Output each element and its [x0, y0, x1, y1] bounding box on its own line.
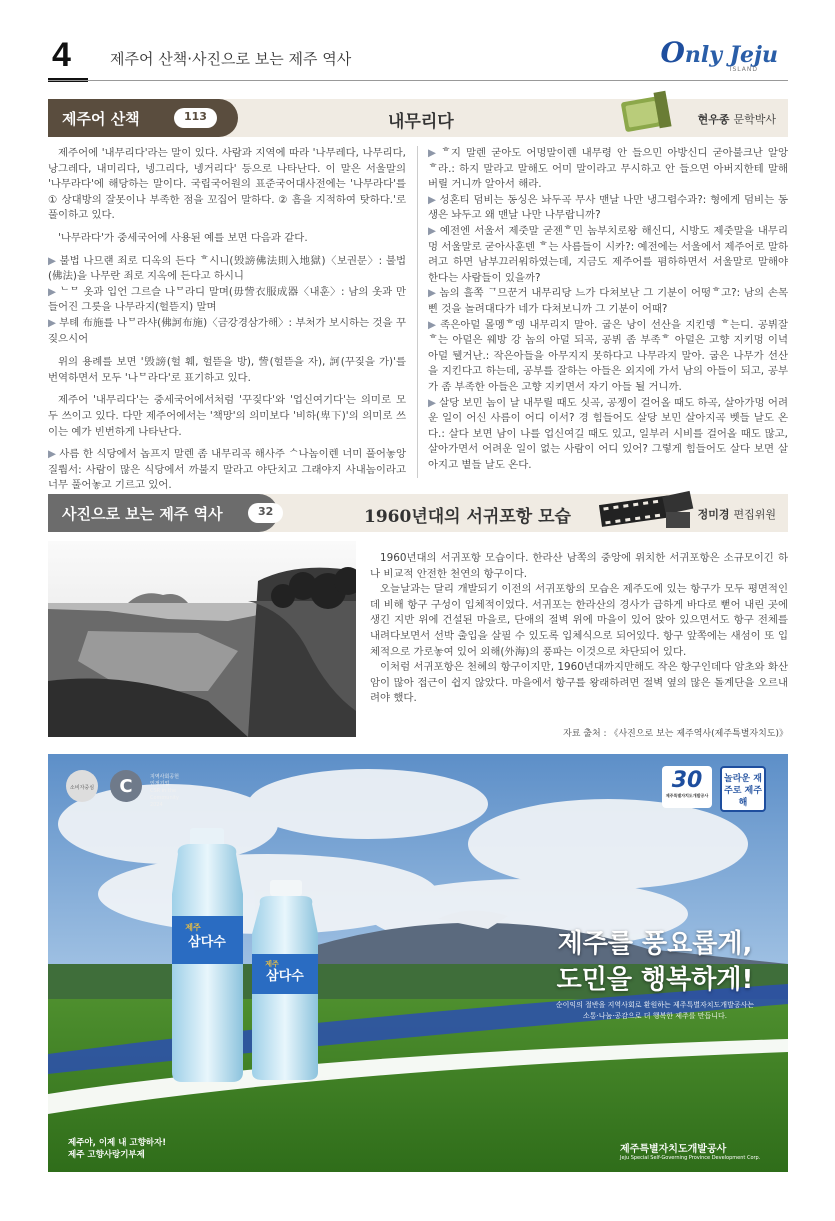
- section-tab-label: 사진으로 보는 제주 역사: [48, 494, 278, 532]
- issue-number: 32: [248, 503, 283, 523]
- csr-text: 지역사회공헌: [150, 774, 179, 780]
- film-reel-icon: [596, 490, 696, 536]
- example-text: 성혼티 덤비는 동싱은 놔두곡 무사 맨날 나만 냉그렵수과?: 형에게 덤비는 동생은 놔두고 왜 맨날 나만 나무랍니까?: [428, 193, 788, 222]
- section-bar-dialect: [48, 99, 788, 137]
- example: [48, 285, 406, 316]
- column-divider: [417, 146, 418, 478]
- example-text: 놈의 흘쪽 ᄀ므꾼거 내무리당 느가 다쳐보난 그 기분이 어떵ᄒ고?: 남의 손목 삔 것을 놀려대다가 네가 다쳐보니까 그 기분이 어때?: [428, 287, 788, 315]
- csr-text: CSR in the: [150, 788, 177, 794]
- author: [698, 506, 776, 522]
- example-text: ᄂᄆ 옷과 입언 그르슬 나ᄆ라디 말며(毋訾衣服成器〈내훈〉: 남의 옷과 만들어진 그릇을 나무라지(헐뜯지) 말며: [48, 285, 406, 314]
- logo-subtitle: ISLAND: [729, 66, 758, 73]
- section-bar-history: [48, 494, 788, 532]
- example: [48, 254, 406, 285]
- example: [428, 193, 788, 224]
- headline-line: 도민을 행복하게!: [556, 965, 754, 995]
- bullet-arrow-icon: ▶: [428, 396, 437, 409]
- company-name-en: Jeju Special Self-Governing Province Development Corp.: [620, 1155, 761, 1161]
- csr-text: 인정기업: [150, 781, 170, 787]
- author-role: 편집위원: [733, 508, 776, 521]
- section-title: 내무리다: [388, 112, 454, 132]
- only-jeju-logo: Only Jeju: [660, 36, 778, 69]
- example-text: 불법 나므랜 죄로 디옥의 든다 ᄒ시니(毁謗佛法則入地獄)〈보권문〉: 불법(佛法)을 나무란 죄로 지옥에 든다고 하시니: [48, 254, 406, 283]
- csr-text: 2024: [150, 802, 163, 808]
- subtext-line: 소통·나눔·공감으로 더 행복한 제주를 만듭니다.: [582, 1012, 728, 1020]
- slogan-badge: 놀라운 재주로 제주해: [720, 766, 766, 812]
- logo-text: nly Jeju: [684, 42, 778, 68]
- bullet-arrow-icon: ▶: [428, 224, 437, 237]
- paragraph: 위의 용례를 보면 '毁謗(헐 훼, 헐뜯을 방), 訾(헐뜯을 자), 訶(꾸짖을 가)'를 번역하면서 모두 '나ᄆ라다'로 표기하고 있다.: [48, 356, 406, 384]
- example-text: 족은아덜 몰멩ᄒ뎅 내무리지 말아. 굽은 낭이 선산을 지킨뎅 ᄒ는디. 공뷔잘ᄒ는 아덜은 웨방 강 놈의 아덜 되곡, 공뷔 좀 부족ᄒ 아덜은 고향 지키멍 이녁 아덜 뒐거난.: 작은아들을 아무지지 못하다고 나무라지 말아. 굽은 나무가 선산을 지킨다고 하는데, 공부를 잘하는 아들은 외지에 가서 남의 아들이 되고, 공부가 좀 부족한 아들은 고향 지키면서 자기 아들 될 거니까.: [428, 318, 788, 393]
- headline-line: 제주를 풍요롭게,: [557, 929, 753, 959]
- section-tab-label: 제주어 산책: [48, 99, 238, 137]
- bottle-label: 삼다수: [188, 935, 226, 950]
- paragraph: 1960년대의 서귀포항 모습이다. 한라산 남쪽의 중앙에 위치한 서귀포항은 소규모이긴 하나 비교적 안전한 천연의 항구이다.: [370, 552, 788, 580]
- bullet-arrow-icon: ▶: [428, 147, 438, 159]
- jpdc-logo: [620, 1140, 760, 1161]
- example: [428, 396, 788, 474]
- example: [428, 286, 788, 317]
- dialect-right-column: [428, 146, 788, 473]
- bullet-arrow-icon: ▶: [48, 316, 57, 329]
- header-rule: [48, 80, 788, 81]
- large-water-bottle-icon: [172, 828, 243, 1082]
- section-title: 1960년대의 서귀포항 모습: [364, 507, 571, 527]
- svg-text:C: C: [119, 776, 133, 797]
- author-role: 문학박사: [733, 113, 776, 126]
- slogan-line: 제주 고향사랑기부제: [68, 1150, 145, 1160]
- small-water-bottle-icon: [252, 880, 318, 1080]
- example: [48, 316, 406, 347]
- example: [428, 224, 788, 286]
- dialect-left-column: [48, 146, 406, 502]
- paragraph: 제주어 '내무리다'는 중세국어에서처럼 '꾸짖다'와 '업신여기다'는 의미로 모두 쓰이고 있다. 다만 제주어에서는 '책망'의 의미보다 '비하(卑下)'의 의미로 쓰이는 예가 빈번하게 나타난다.: [48, 394, 406, 438]
- bullet-arrow-icon: ▶: [48, 448, 57, 461]
- book-illustration-icon: [613, 89, 683, 139]
- company-name: 제주특별자치도개발공사: [620, 1144, 727, 1155]
- page-number: 4: [52, 36, 71, 74]
- header-title: 제주어 산책·사진으로 보는 제주 역사: [110, 50, 352, 68]
- badge-sub: 제주특별자치도개발공사: [665, 793, 709, 798]
- page-header: [48, 36, 788, 81]
- award-label: 소비자중심: [69, 785, 95, 791]
- example: [428, 318, 788, 396]
- paragraph: 오늘날과는 달리 개발되기 이전의 서귀포항의 모습은 제주도에 있는 항구가 모두 평면적인데 비해 항구 구성이 입체적이었다. 서귀포는 한라산의 경사가 급하게 바다로 뻗어 내린 곳에 생긴 지반 위에 건설된 마을로, 단애의 절벽 위에 마을이 있어 앉아 있으면서도 항구 전체를 내려다보면서 선박 출입을 살필 수 있도록 입체식으로 되어있다. 항구 앞쪽에는 새섬이 또 입체적으로 가로놓여 있어 외해(外海)의 풍파는 이것으로 차단되어 있다.: [370, 583, 788, 658]
- hometown-donation-slogan: [68, 1137, 166, 1161]
- author: [698, 111, 776, 127]
- author-name: 현우종: [697, 113, 730, 126]
- example-text: 사름 한 식당에서 놉프지 말렌 좀 내무리곡 해사주 ᄉ나놈이렌 너미 풀어놓앙 질뤔서: 사람이 많은 식당에서 까불지 말라고 야단치고 그래야지 사내놈이라고 너무 풀어놓고 기르고 있어.: [48, 448, 406, 492]
- slogan-line: 제주야, 이제 내 고향하자!: [68, 1138, 167, 1148]
- issue-number: 113: [174, 108, 217, 128]
- bottle-label-top: 제주: [185, 923, 201, 932]
- subtext-line: 순이익의 절반을 지역사회로 환원하는 제주특별자치도개발공사는: [555, 1001, 755, 1009]
- bullet-arrow-icon: ▶: [428, 193, 437, 206]
- bullet-arrow-icon: ▶: [428, 318, 438, 331]
- paragraph: 제주어에 '내무리다'라는 말이 있다. 사람과 지역에 따라 '나무레다, 나무리다, 낭그레다, 내미리다, 넹그리다, 넹거리다' 등으로 나타난다. 이 말은 서울말의 '나무라다'에 해당하는 말이다. 국립국어원의 표준국어대사전에는 '나무라다'를 ① 상대방의 잘못이나 부족한 점을 꼬집어 말하다. ② 흠을 지적하여 탓하다.'로 풀이하고 있다.: [48, 147, 406, 222]
- bottle-label: 삼다수: [266, 969, 304, 984]
- seogwipo-port-photo: [48, 541, 356, 737]
- badge-number: 30: [671, 768, 703, 793]
- example-text: 살당 보민 놈이 날 내무릴 때도 싯곡, 공젱이 걸어올 때도 하곡, 살아가멍 어려운 일이 어신 사름이 어디 이서? 경 힘들어도 살당 보민 살아지곡 벳들 날도 온다.: 살다 보면 남이 나를 업신여길 때도 있고, 일부러 시비를 걸어올 때도 많고, 살아가면서 어려운 일이 없는 사람이 어디 있어? 그렇게 힘들어도 살다 보면 살아지고 볕들 날도 온다.: [428, 396, 788, 471]
- example-text: 예전엔 서울서 제줏말 굳젠ᄒ민 놈부치로왕 해신디, 시방도 제줏말을 내무리멍 서울말로 굳아사훈덴 ᄒ는 사름들이 시카?: 예전에는 서울에서 제주어로 말하려고 하면 남부끄러워하였는데, 지금도 제주어를 폄하하면서 서울말로 말해야 한다는 사람들이 있을까?: [428, 224, 788, 284]
- ad-headline: [510, 926, 800, 998]
- bullet-arrow-icon: ▶: [428, 287, 437, 300]
- bottle-label-top: 제주: [265, 960, 279, 968]
- example-text: 부톄 布施를 나ᄆ라샤(佛訶布施)〈금강경삼가해〉: 부처가 보시하는 것을 꾸짖으시어: [48, 316, 406, 345]
- example: [48, 447, 406, 494]
- csr-text: Community: [150, 795, 179, 801]
- bullet-arrow-icon: ▶: [48, 285, 57, 298]
- ad-subtext: [510, 1000, 800, 1022]
- example: [428, 146, 788, 193]
- paragraph: '나무라다'가 중세국어에 사용된 예를 보면 다음과 같다.: [58, 231, 308, 244]
- history-text: [370, 551, 788, 707]
- paragraph: 이처럼 서귀포항은 천혜의 항구이지만, 1960년대까지만해도 작은 항구인데다 암초와 화산암이 많아 접근이 쉽지 않았다. 마을에서 항구를 왕래하려면 절벽 옆의 많은 돌계단을 오르내려야 했다.: [370, 661, 788, 705]
- photo-source-caption: 자료 출처 : 《사진으로 보는 제주역사(제주특별자치도)》: [563, 729, 788, 739]
- 30th-anniversary-badge: [662, 766, 712, 808]
- example-text: ᄒ지 말렌 굳아도 어멍말이렌 내무령 안 들으민 아방신디 굳아불크난 알앙 ᄒ라.: 하지 말라고 말해도 어미 말이라고 무시하고 안 들으면 아버지한테 말해버릴 거니까 알아서 해라.: [428, 147, 788, 191]
- bullet-arrow-icon: ▶: [48, 254, 57, 267]
- author-name: 정미경: [697, 508, 730, 521]
